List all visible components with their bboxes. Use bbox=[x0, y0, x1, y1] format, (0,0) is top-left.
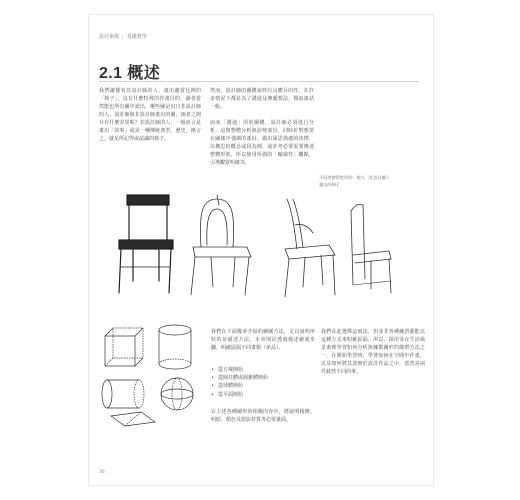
list-item: • 從平面開始 bbox=[211, 391, 315, 399]
plane-sketch bbox=[111, 412, 155, 426]
chair-sketch-2 bbox=[191, 195, 251, 295]
list-item: • 從圓柱體或圓錐體開始 bbox=[211, 374, 315, 382]
chair-sketches-figure bbox=[89, 185, 435, 313]
page-title: 2.1 概述 bbox=[99, 65, 161, 82]
header-subsection: 基礎教學 bbox=[126, 34, 147, 40]
page-number: 36 bbox=[99, 470, 105, 475]
practice-paragraph: 我們在此選擇這兩法，但並非各種練習都能以這種方式來明確區隔，所以，探用並在生活風景畫裡學習如何分析與練製圖形的簡單方法之一，在開始學習時，學著如何在空間中作畫，以及如何將其置實於設計作品之中，當然是兩件截然不同的事。 bbox=[321, 329, 425, 375]
paragraph-purpose: 然而，設計師的圖構說終有具體目的性，在許多情況下都是為了溝通及傳遞想法，類似談話一般。 bbox=[210, 88, 314, 110]
figure-caption: 不同者繪得性形的一般人（非設計師）畫出的椅子 bbox=[319, 175, 389, 187]
horizontal-cylinder-sketch bbox=[102, 380, 144, 408]
chair-sketch-1 bbox=[119, 195, 173, 293]
chair-sketch-4 bbox=[351, 204, 391, 293]
running-header bbox=[99, 33, 147, 40]
sphere-sketch bbox=[161, 378, 193, 410]
book-page bbox=[88, 14, 434, 486]
chair-sketch-3 bbox=[285, 199, 335, 297]
cylinder-sketch bbox=[159, 325, 191, 369]
list-item: • 從方塊開始 bbox=[211, 366, 315, 374]
header-separator: | bbox=[122, 34, 124, 40]
methods-list bbox=[211, 366, 315, 399]
intro-paragraph: 我們讓餐名非設計師的人，畫出適當比例的「椅子」，沒有什麼特殊的作畫目的，讀者當然能也所有圖中認出，哪些圖是出自非設計師的人，設計師與非設計師畫出的圖，兩者之間存有什麼差異呢？非設計師的人，一般而言是畫出「故事」或是一種傳統典型，歷史，換言之，就是所記得或認識的椅子。 bbox=[99, 88, 201, 142]
header-section: 設計素描 bbox=[99, 34, 120, 40]
list-item: • 從球體開始 bbox=[211, 382, 315, 390]
paragraph-communication: 而來「溝通」用的圖構，設計師必須進行分析，這與整體分析與前勢部份，同時針對想要在圖樣中強調的部份，做出深思熟慮的抉擇，以構思的概念或段為例，或許考必要需要傳達整體形狀，所以使用所謂的「輪廓性」觀點，引導觀眾明確等。 bbox=[210, 120, 314, 166]
chair-sketches-svg bbox=[89, 185, 435, 313]
title-rule bbox=[99, 81, 419, 82]
summary-paragraph: 在上述各種圖形的相關內容中，將說明椅條、明暗、顏色及陰影材質等必要畫面。 bbox=[211, 409, 315, 423]
cube-sketch bbox=[105, 328, 143, 366]
methods-paragraph: 我們在下面幾章介紹的繪圖方法，足以說明形狀的並描述方法，本章則是透過描述繪畫步驟，明確區隔不同畫類（產品）。 bbox=[211, 329, 315, 351]
basic-shapes-figure bbox=[97, 320, 205, 430]
basic-shapes-svg bbox=[97, 320, 205, 430]
